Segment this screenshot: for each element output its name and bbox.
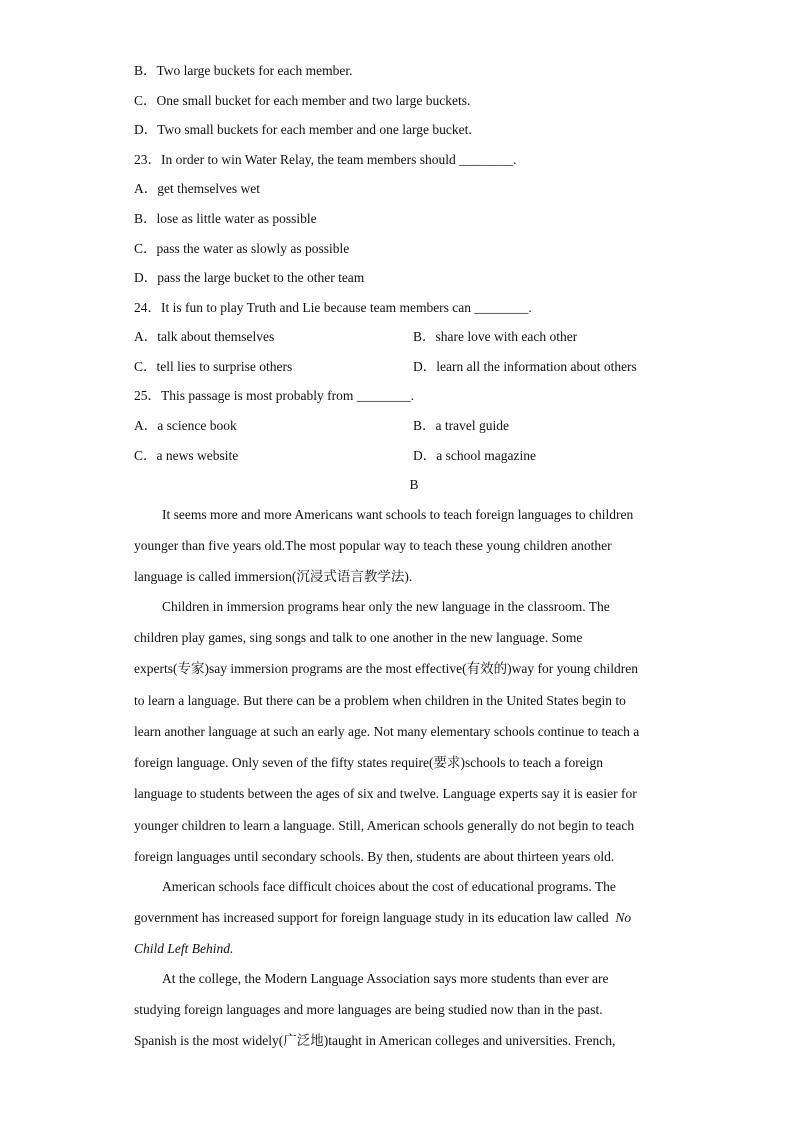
paragraph-line: children play games, sing songs and talk to one another in the new language. Some xyxy=(134,630,583,645)
paragraph-line: younger than five years old.The most popular way to teach these young children another xyxy=(134,538,612,553)
paragraph-line: foreign languages until secondary schools. By then, students are about thirteen years old. xyxy=(134,849,615,864)
paragraph-line: learn another language at such an early age. Not many elementary schools continue to teach a xyxy=(134,724,640,739)
paragraph-line: language to students between the ages of six and twelve. Language experts say it is easier for xyxy=(134,786,637,801)
paragraph-line xyxy=(134,941,233,957)
q24-option-c: C．tell lies to surprise others xyxy=(134,359,293,374)
paragraph-line: to learn a language. But there can be a problem when children in the United States begin to xyxy=(134,693,626,708)
q23-stem: 23．In order to win Water Relay, the team members should ________. xyxy=(134,152,517,167)
paragraph-line: It seems more and more Americans want schools to teach foreign languages to children xyxy=(162,507,634,522)
q23-option-c: C．pass the water as slowly as possible xyxy=(134,241,350,256)
paragraph-line: language is called immersion(沉浸式语言教学法). xyxy=(134,569,413,584)
q22-option-c: C．One small bucket for each member and two large buckets. xyxy=(134,93,471,108)
paragraph-line: experts(专家)say immersion programs are the most effective(有效的)way for young children xyxy=(134,661,638,676)
law-title-italic: Child Left Behind. xyxy=(134,941,234,956)
q24-option-b: B．share love with each other xyxy=(413,329,578,344)
q25-option-c: C．a news website xyxy=(134,448,239,463)
q25-stem: 25．This passage is most probably from ________. xyxy=(134,388,415,403)
paragraph-line: Spanish is the most widely(广泛地)taught in American colleges and universities. French, xyxy=(134,1033,616,1048)
paragraph-line xyxy=(134,910,631,926)
q24-option-d: D．learn all the information about others xyxy=(413,359,637,374)
q25-option-a: A．a science book xyxy=(134,418,237,433)
q23-option-d: D．pass the large bucket to the other team xyxy=(134,270,365,285)
q24-option-a: A．talk about themselves xyxy=(134,329,275,344)
q23-option-b: B．lose as little water as possible xyxy=(134,211,317,226)
law-title-italic: No xyxy=(615,910,632,925)
q22-option-d: D．Two small buckets for each member and one large bucket. xyxy=(134,122,472,137)
paragraph-text: government has increased support for foreign language study in its education law called xyxy=(134,910,609,925)
q25-option-d: D．a school magazine xyxy=(413,448,536,463)
paragraph-line: At the college, the Modern Language Association says more students than ever are xyxy=(162,971,609,986)
q22-option-b: B．Two large buckets for each member. xyxy=(134,63,353,78)
q23-option-a: A．get themselves wet xyxy=(134,181,260,196)
q25-option-b: B．a travel guide xyxy=(413,418,509,433)
paragraph-line: foreign language. Only seven of the fifty states require(要求)schools to teach a foreign xyxy=(134,755,603,770)
paragraph-line: Children in immersion programs hear only the new language in the classroom. The xyxy=(162,599,610,614)
q24-stem: 24．It is fun to play Truth and Lie because team members can ________. xyxy=(134,300,532,315)
paragraph-line: American schools face difficult choices about the cost of educational programs. The xyxy=(162,879,616,894)
paragraph-line: younger children to learn a language. Still, American schools generally do not begin to teach xyxy=(134,818,635,833)
section-b-heading: B xyxy=(409,477,419,492)
paragraph-line: studying foreign languages and more languages are being studied now than in the past. xyxy=(134,1002,603,1017)
